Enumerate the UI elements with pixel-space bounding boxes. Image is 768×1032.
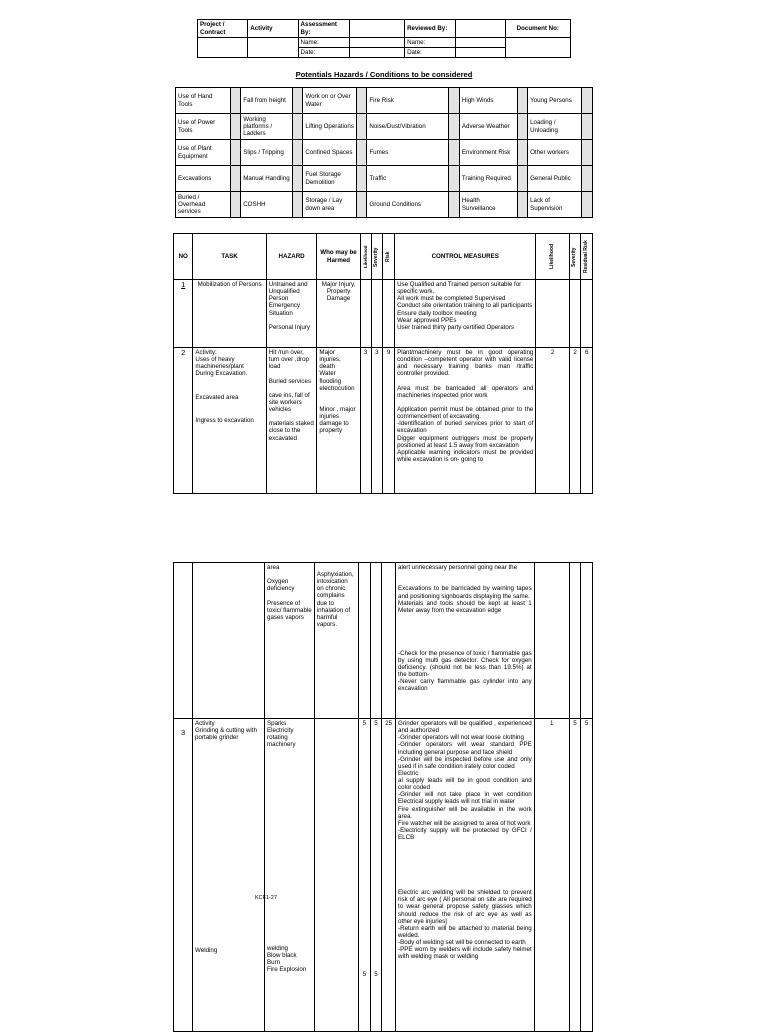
hazard-label: Use of Plant Equipment — [176, 140, 231, 166]
reviewed-label: Reviewed By: — [405, 20, 456, 38]
hazard-label: Working platforms / Ladders — [241, 114, 293, 140]
row-l — [360, 280, 371, 348]
hazard-label: Training Required — [459, 166, 517, 192]
hazard-checkbox — [449, 166, 460, 192]
table-row — [174, 348, 593, 494]
row-rs — [569, 280, 581, 348]
hazard-checkbox — [230, 166, 241, 192]
hazard-label: Loading / Unloading — [528, 114, 582, 140]
hazard-checkbox — [449, 192, 460, 218]
row-rl: 2 — [536, 348, 569, 494]
hazard-label: COSHH — [241, 192, 293, 218]
table-row — [174, 280, 593, 348]
hazard-checkbox — [517, 88, 528, 114]
risk-table-continued — [173, 562, 593, 1032]
row-rr — [581, 280, 593, 348]
hazard-label: Buried / Overhead services — [176, 192, 231, 218]
row-task-excavated: Excavated area — [195, 393, 239, 401]
col-no-header: NO — [174, 234, 193, 280]
row-control: Plant/machinery must be in good operating condition –competent operator with valid license and necessary training banks man /traffic controller provided. Area must be barricaded all operators and machineries inspected prior work Application permit must be obtained prior to the commencement of excavating. -Identification of buried services prior to start of excavation Digger equipment outriggers must be properly positioned at least 1.5 away from excavation Applicable warning indicators must be provided while excavation is on- going to — [395, 348, 536, 494]
row-l-welding: 5 — [362, 971, 367, 979]
col-likelihood-header: Likelihood — [360, 234, 371, 280]
hazard-label: Fumes — [367, 140, 449, 166]
row-rs: 5 — [569, 719, 581, 1032]
hazard-checkbox — [292, 140, 303, 166]
row-hazard: area Oxygen deficiency Presence of toxic/ flammable gases vapors — [265, 563, 315, 719]
row-hazard: Untrained and Unqualified Person Emergency Situation Personal Injury — [266, 280, 317, 348]
row-r — [383, 280, 395, 348]
hazard-label: Ground Conditions — [367, 192, 449, 218]
table-row — [174, 563, 593, 719]
reviewed-value — [456, 20, 505, 38]
row-s — [371, 280, 383, 348]
row-no: 3 — [174, 719, 193, 1032]
hazard-checkbox — [356, 88, 367, 114]
project-value — [198, 38, 248, 58]
hazard-label: Lack of Supervision — [528, 192, 582, 218]
col-hazard-header: HAZARD — [266, 234, 317, 280]
row-hazard-grinding: Sparks Electricity rotating machinery — [267, 720, 296, 749]
hazard-label: Work on or Over Water — [303, 88, 357, 114]
row-s: 3 — [371, 348, 383, 494]
hazard-label: Use of Power Tools — [176, 114, 231, 140]
hazard-label: General Public — [528, 166, 582, 192]
header-table — [197, 19, 571, 58]
hazard-checkbox — [292, 192, 303, 218]
row-control: alert unnecessary personnel going near the Excavations to be barricaded by warning tapes and positioning signboards displaying the same. Materials and tools should be kept at least 1 Meter away from the excavation edge -Check for the presence of toxic / flammable gas by using multi gas detector. Check for oxygen deficiency. (should not be less than 19.5%) at the bottom- -Never carry flammable gas cylinder into any excavation — [396, 563, 535, 719]
hazard-checkbox — [517, 192, 528, 218]
row-control: Use Qualified and Trained person suitable for specific work. All work must be completed Supervised Conduct site orientation training to all participants Ensure daily toolbox meeting Wear approved PPEs User trained thirty party certified Operators — [395, 280, 536, 348]
hazard-label: Adverse Weather — [459, 114, 517, 140]
col-risk-header: Risk — [383, 234, 395, 280]
reviewed-date-value — [456, 48, 505, 58]
row-rl — [536, 280, 569, 348]
col-task-header: TASK — [193, 234, 266, 280]
hazard-checkbox — [582, 192, 593, 218]
hazard-label: Fall from height — [241, 88, 293, 114]
hazard-label: Fire Risk — [367, 88, 449, 114]
hazard-label: Manual Handling — [241, 166, 293, 192]
hazard-label: Use of Hand Tools — [176, 88, 231, 114]
hazard-row — [176, 192, 593, 218]
hazard-label: Fuel Storage Demolition — [303, 166, 357, 192]
col-control-header: CONTROL MEASURES — [395, 234, 536, 280]
row-task — [193, 348, 266, 494]
row-hazard-welding: welding Blow black Burn Fire Explosion — [267, 944, 307, 973]
hazard-label: Traffic — [367, 166, 449, 192]
hazard-row — [176, 88, 593, 114]
row-rr: 5 — [581, 719, 593, 1032]
row-l: 3 — [360, 348, 371, 494]
hazard-checkbox — [356, 192, 367, 218]
docno-label: Document No: — [505, 20, 570, 38]
hazard-label: Young Persons — [528, 88, 582, 114]
hazard-checkbox — [517, 140, 528, 166]
row-task-welding: Welding — [195, 947, 218, 955]
row-r — [382, 563, 396, 719]
assessment-date-label: Date: — [298, 48, 349, 58]
reviewed-name-value — [456, 38, 505, 48]
hazard-checkbox — [449, 140, 460, 166]
row-task-activity: Activity: Uses of heavy machineries/plant During Excavation. — [195, 349, 248, 378]
hazard-label: High Winds — [459, 88, 517, 114]
row-r: 9 — [383, 348, 395, 494]
assessment-label: Assessment By: — [298, 20, 349, 38]
row-task-ingress: Ingress to excavation — [195, 416, 254, 424]
hazard-checkbox — [230, 88, 241, 114]
hazard-checkbox — [230, 114, 241, 140]
col-who-header: Who may be Harmed — [317, 234, 360, 280]
hazard-checkbox — [230, 140, 241, 166]
hazard-label: Noise/Dust/Vibration — [367, 114, 449, 140]
hazard-label: Storage / Lay down area — [303, 192, 357, 218]
hazard-checkbox — [517, 166, 528, 192]
hazard-checkbox — [449, 114, 460, 140]
row-l — [359, 719, 371, 1032]
row-s-grinding: 5 — [374, 720, 378, 727]
row-who — [314, 719, 358, 1032]
docno-value — [505, 38, 570, 58]
row-rr — [581, 563, 593, 719]
row-s — [370, 563, 382, 719]
col-severity-header: Severity — [371, 234, 383, 280]
hazard-row — [176, 114, 593, 140]
table-row — [174, 719, 593, 1032]
hazard-checkbox — [582, 114, 593, 140]
assessment-name-label: Name: — [298, 38, 349, 48]
hazard-row — [176, 140, 593, 166]
row-who: Major Injury, Property Damage — [317, 280, 360, 348]
row-rs — [569, 563, 581, 719]
row-rl — [534, 563, 569, 719]
row-no — [174, 563, 193, 719]
row-l — [359, 563, 371, 719]
hazard-row — [176, 166, 593, 192]
col-residual-risk-header: Residual Risk — [581, 234, 593, 280]
row-task — [193, 719, 265, 1032]
row-who: Major injuries, death Water flooding electrocution Minor , major injuries damage to property — [317, 348, 360, 494]
row-task — [193, 563, 265, 719]
hazards-table — [175, 87, 593, 218]
reviewed-name-label: Name: — [405, 38, 456, 48]
row-rs: 2 — [569, 348, 581, 494]
row-hazard: Hit /run over, turn over ,drop load Buried services cave ins, fall of site workers vehicles materials staked close to the excavated — [266, 348, 317, 494]
hazard-checkbox — [582, 88, 593, 114]
hazard-label: Health Surveillance — [459, 192, 517, 218]
hazard-label: Confined Spaces — [303, 140, 357, 166]
hazard-label: Environment Risk — [459, 140, 517, 166]
hazard-label: Other workers — [528, 140, 582, 166]
hazard-label: Lifting Operations — [303, 114, 357, 140]
hazard-checkbox — [230, 192, 241, 218]
reviewed-date-label: Date: — [405, 48, 456, 58]
assessment-date-value — [349, 48, 404, 58]
row-control-grinding: Grinder operators will be qualified , experienced and authorized -Grinder operators will not wear loose clothing -Grinder operators will wear standard PPE including general purpose and face shield -Grinder will be inspected before use and only used if in safe condition irately color coded Electric al supply leads will be in good condition and color coded -Grinder will not take place in wet condition Electrical supply leads will not trial in water Fire extinguisher will be available in the work area. Fire watcher will be assigned to area of hot work -Electricity supply will be protected by GFCI / ELCB — [398, 720, 532, 841]
row-no: 2 — [174, 348, 193, 494]
hazard-checkbox — [292, 166, 303, 192]
row-task-grinding: Activity Grinding & cutting with portable grinder — [195, 720, 257, 742]
hazard-checkbox — [356, 114, 367, 140]
row-task: Mobilization of Persons — [193, 280, 266, 348]
hazard-checkbox — [517, 114, 528, 140]
hazards-title: Potentials Hazards / Conditions to be considered — [295, 70, 473, 79]
row-who: Asphyxiation, intoxication on chronic complains due to inhalation of harmful vapors. — [314, 563, 358, 719]
row-rr: 6 — [581, 348, 593, 494]
hazard-checkbox — [582, 140, 593, 166]
col-residual-severity-header: Severity — [569, 234, 581, 280]
activity-label: Activity — [248, 20, 298, 38]
row-l-grinding: 5 — [362, 720, 367, 727]
row-s-welding: 5 — [374, 971, 378, 979]
hazard-checkbox — [582, 166, 593, 192]
row-r: 25 — [382, 719, 396, 1032]
col-residual-likelihood-header: Likelihood — [536, 234, 569, 280]
hazard-checkbox — [292, 114, 303, 140]
row-control — [396, 719, 535, 1032]
assessment-value — [349, 20, 404, 38]
row-hazard — [265, 719, 315, 1032]
hazard-checkbox — [292, 88, 303, 114]
risk-table — [173, 233, 593, 494]
page-marker: KCF1-27 — [255, 895, 278, 901]
hazard-checkbox — [356, 166, 367, 192]
hazard-label: Excavations — [176, 166, 231, 192]
row-control-welding: Electric arc welding will be shielded to prevent risk of arc eye ( All personal on site are required to wear general propose safety glasses which should reduce the risk of arc eye as well as other eye injuries] -Return earth will be attached to material being welded. -Body of welding set will be connected to earth -PPE worn by welders will include safety helmet with welding mask or welding — [398, 889, 532, 961]
hazard-checkbox — [356, 140, 367, 166]
hazard-checkbox — [449, 88, 460, 114]
row-s — [370, 719, 382, 1032]
activity-value — [248, 38, 298, 58]
assessment-name-value — [349, 38, 404, 48]
row-no: 1 — [174, 280, 193, 348]
hazard-label: Slips / Tripping — [241, 140, 293, 166]
row-rl: 1 — [534, 719, 569, 1032]
project-label: Project / Contract — [198, 20, 248, 38]
